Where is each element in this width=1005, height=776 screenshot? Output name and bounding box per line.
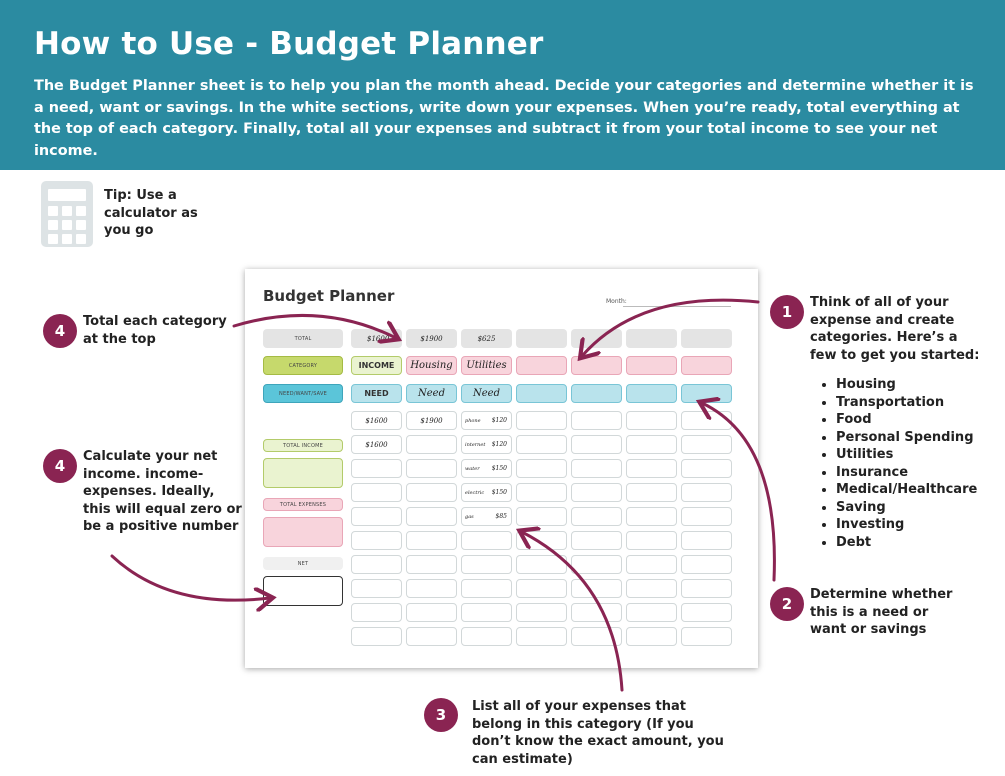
page-description: The Budget Planner sheet is to help you plan the month ahead. Decide your categories and determine whether it is a need, want or savings. In the white sections, write down your expenses. When you’re ready, total everything at the top of each category. Finally, total all your expenses and subtract it from your total income to see your net income. bbox=[34, 78, 974, 159]
note-total-each: Total each category at the top bbox=[83, 314, 227, 347]
housing-category: Housing bbox=[406, 356, 457, 375]
category-suggestion: • Food bbox=[836, 411, 985, 429]
month-label: Month: bbox=[606, 298, 627, 305]
step-badge: 2 bbox=[770, 587, 804, 621]
utility-item-name: internet bbox=[465, 442, 486, 448]
category-suggestions-list bbox=[810, 376, 985, 551]
total-income-label: TOTAL INCOME bbox=[263, 439, 343, 452]
step-badge: 4 bbox=[43, 314, 77, 348]
utility-item-amount: $150 bbox=[491, 489, 507, 496]
arrow-categories bbox=[582, 300, 758, 356]
income-type: NEED bbox=[351, 384, 402, 403]
note-categories bbox=[810, 294, 985, 551]
note-categories-text: Think of all of your expense and create categories. Here’s a few to get you started: bbox=[810, 295, 980, 363]
utilities-category: Utilities bbox=[461, 356, 512, 375]
category-suggestion: • Housing bbox=[836, 376, 985, 394]
sheet-title: Budget Planner bbox=[263, 287, 395, 305]
net-label: NET bbox=[263, 557, 343, 570]
housing-type: Need bbox=[406, 384, 457, 403]
utilities-type: Need bbox=[461, 384, 512, 403]
utility-item-name: electric bbox=[465, 490, 485, 496]
category-suggestion: • Medical/Healthcare bbox=[836, 481, 985, 499]
need-want-save-label: NEED/WANT/SAVE bbox=[263, 384, 343, 403]
step-badge: 1 bbox=[770, 295, 804, 329]
step-badge: 4 bbox=[43, 449, 77, 483]
category-suggestion: • Debt bbox=[836, 534, 985, 552]
category-suggestion: • Investing bbox=[836, 516, 985, 534]
utility-item-name: gas bbox=[465, 514, 474, 520]
note-need-want: Determine whether this is a need or want or savings bbox=[810, 587, 953, 637]
income-row-2: $1600 bbox=[351, 435, 402, 454]
utility-item-name: phone bbox=[465, 418, 481, 424]
category-suggestion: • Insurance bbox=[836, 464, 985, 482]
utility-item-amount: $150 bbox=[491, 465, 507, 472]
income-category: INCOME bbox=[351, 356, 402, 375]
arrow-net-income bbox=[112, 556, 270, 600]
utility-item-amount: $120 bbox=[491, 417, 507, 424]
utility-item-name: water bbox=[465, 466, 480, 472]
arrow-total-each bbox=[234, 315, 396, 338]
arrow-need-want bbox=[702, 403, 774, 580]
category-suggestion: • Utilities bbox=[836, 446, 985, 464]
housing-row-1: $1900 bbox=[406, 411, 457, 430]
housing-total: $1900 bbox=[406, 329, 457, 348]
income-row-1: $1600 bbox=[351, 411, 402, 430]
page-title: How to Use - Budget Planner bbox=[34, 26, 544, 62]
category-suggestion: • Saving bbox=[836, 499, 985, 517]
category-suggestion: • Personal Spending bbox=[836, 429, 985, 447]
total-expenses-label: TOTAL EXPENSES bbox=[263, 498, 343, 511]
note-list-expenses: List all of your expenses that belong in this category (If you don’t know the exact amount, you can estimate) bbox=[472, 699, 724, 767]
utilities-total: $625 bbox=[461, 329, 512, 348]
category-suggestion: • Transportation bbox=[836, 394, 985, 412]
note-net-income: Calculate your net income. income-expenses. Ideally, this will equal zero or be a positive number bbox=[83, 449, 242, 534]
utility-item-amount: $85 bbox=[495, 513, 507, 520]
category-label: CATEGORY bbox=[263, 356, 343, 375]
arrow-list-expenses bbox=[522, 532, 622, 690]
utility-item-amount: $120 bbox=[491, 441, 507, 448]
tip-text: Tip: Use a calculator as you go bbox=[104, 188, 198, 238]
income-total: $1600 bbox=[351, 329, 402, 348]
total-label: TOTAL bbox=[263, 329, 343, 348]
step-badge: 3 bbox=[424, 698, 458, 732]
